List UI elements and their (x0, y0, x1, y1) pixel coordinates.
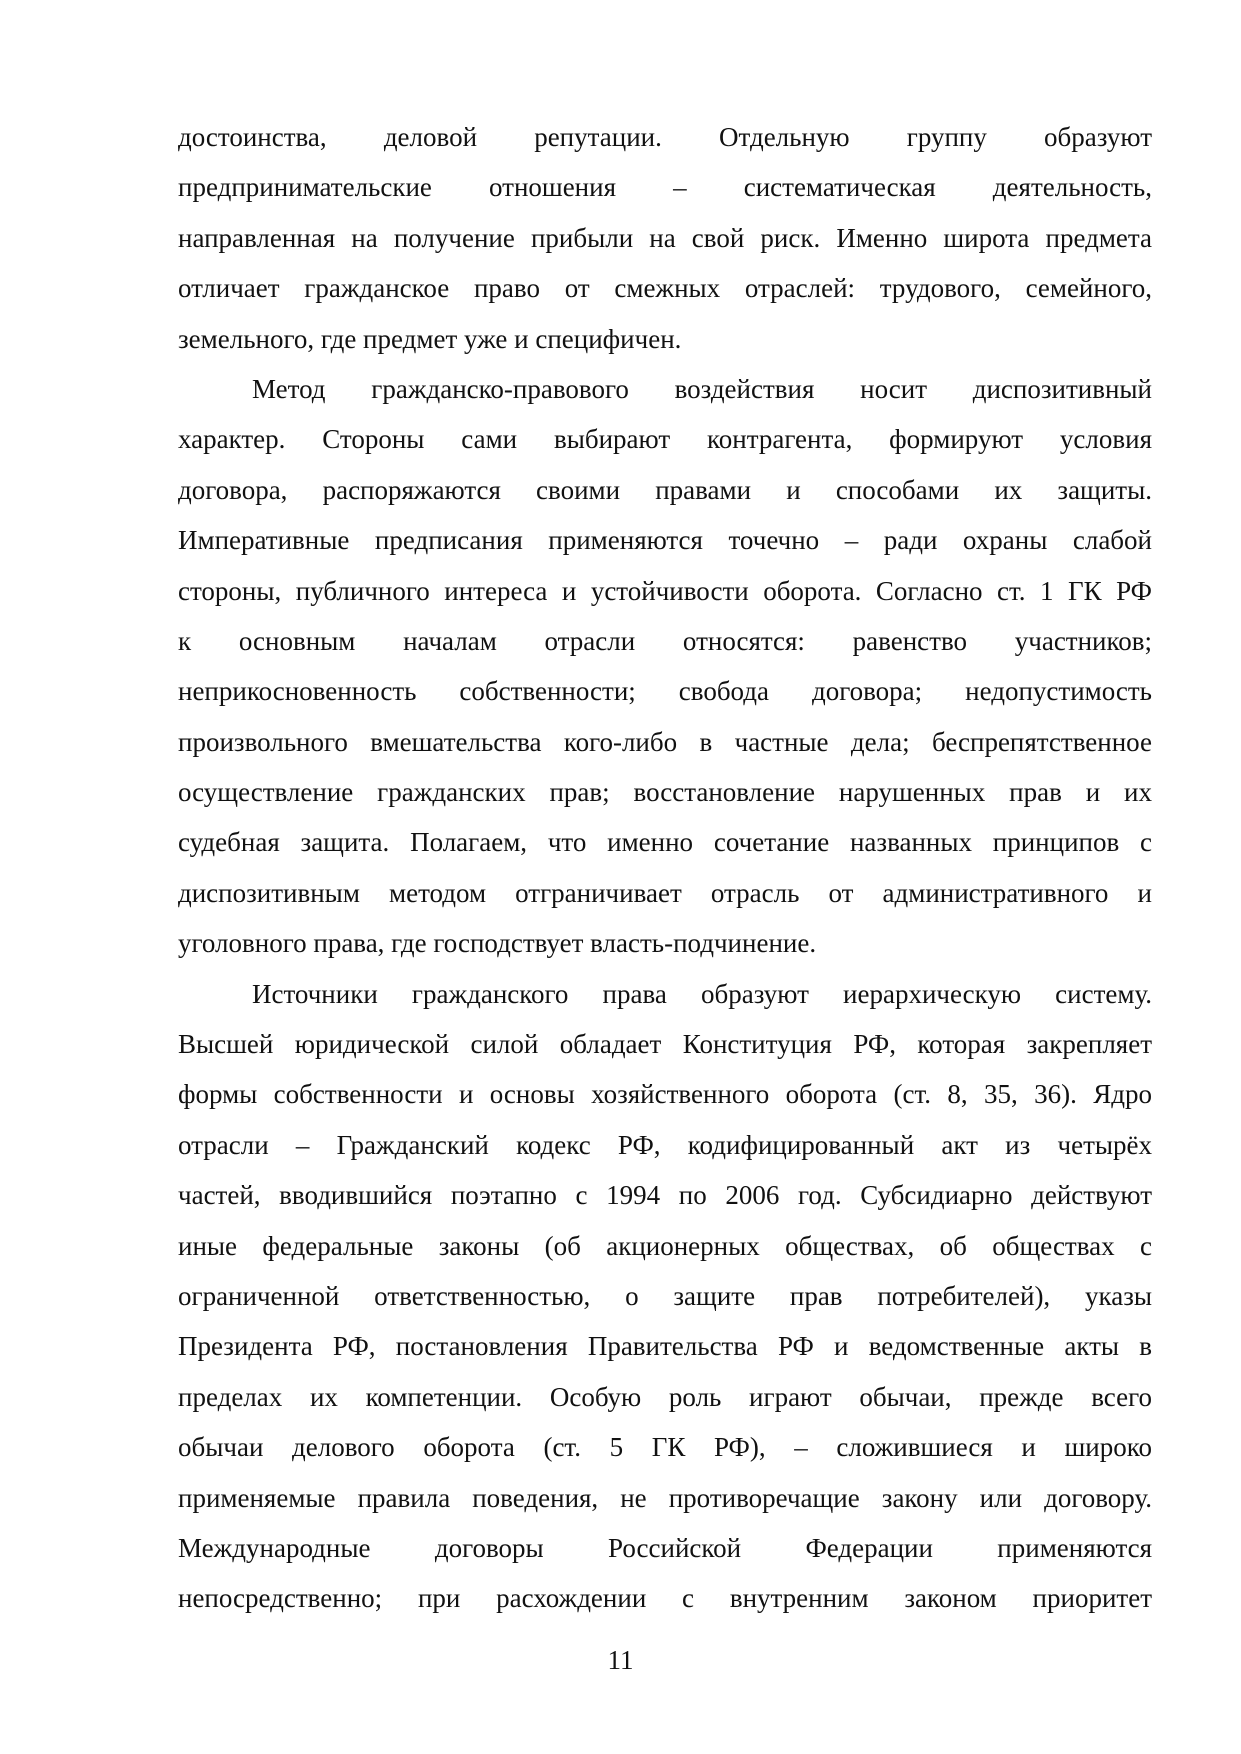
text-line: уголовного права, где господствует власть-подчинение. (178, 928, 817, 959)
body-text (178, 112, 1152, 1624)
text-line: обычаи делового оборота (ст. 5 ГК РФ), – сложившиеся и широко (178, 1432, 1152, 1463)
text-line: непосредственно; при расхождении с внутренним законом приоритет (178, 1583, 1152, 1614)
text-line: судебная защита. Полагаем, что именно сочетание названных принципов с (178, 827, 1152, 858)
text-line: неприкосновенность собственности; свобода договора; недопустимость (178, 676, 1152, 707)
text-line: формы собственности и основы хозяйственного оборота (ст. 8, 35, 36). Ядро (178, 1079, 1152, 1110)
text-line: стороны, публичного интереса и устойчивости оборота. Согласно ст. 1 ГК РФ (178, 575, 1152, 606)
text-line: ограниченной ответственностью, о защите прав потребителей), указы (178, 1280, 1152, 1311)
text-line: отличает гражданское право от смежных отраслей: трудового, семейного, (178, 273, 1152, 304)
text-line: иные федеральные законы (об акционерных обществах, об обществах с (178, 1230, 1152, 1261)
text-line: произвольного вмешательства кого-либо в частные дела; беспрепятственное (178, 726, 1152, 757)
text-line: отрасли – Гражданский кодекс РФ, кодифицированный акт из четырёх (178, 1129, 1152, 1160)
text-line: Императивные предписания применяются точечно – ради охраны слабой (178, 525, 1152, 556)
text-line: направленная на получение прибыли на свой риск. Именно широта предмета (178, 222, 1152, 253)
text-line: применяемые правила поведения, не противоречащие закону или договору. (178, 1482, 1152, 1513)
paragraph-first-line: Метод гражданско-правового воздействия носит диспозитивный (252, 373, 1152, 404)
page-number: 11 (607, 1645, 634, 1675)
text-line: Международные договоры Российской Федерации применяются (178, 1532, 1152, 1563)
text-line: договора, распоряжаются своими правами и способами их защиты. (178, 474, 1152, 505)
text-line: Высшей юридической силой обладает Конституция РФ, которая закрепляет (178, 1029, 1152, 1060)
text-line: земельного, где предмет уже и специфичен. (178, 323, 682, 354)
text-line: Президента РФ, постановления Правительства РФ и ведомственные акты в (178, 1331, 1152, 1362)
text-line: диспозитивным методом отграничивает отрасль от административного и (178, 877, 1152, 908)
text-line: осуществление гражданских прав; восстановление нарушенных прав и их (178, 777, 1152, 808)
text-line: предпринимательские отношения – систематическая деятельность, (178, 172, 1152, 203)
text-line: частей, вводившийся поэтапно с 1994 по 2006 год. Субсидиарно действуют (178, 1180, 1152, 1211)
text-line: к основным началам отрасли относятся: равенство участников; (178, 625, 1152, 656)
text-line: пределах их компетенции. Особую роль играют обычаи, прежде всего (178, 1381, 1152, 1412)
text-line: достоинства, деловой репутации. Отдельную группу образуют (178, 122, 1152, 152)
text-line: характер. Стороны сами выбирают контрагента, формируют условия (178, 424, 1152, 455)
paragraph-first-line: Источники гражданского права образуют иерархическую систему. (252, 978, 1152, 1009)
